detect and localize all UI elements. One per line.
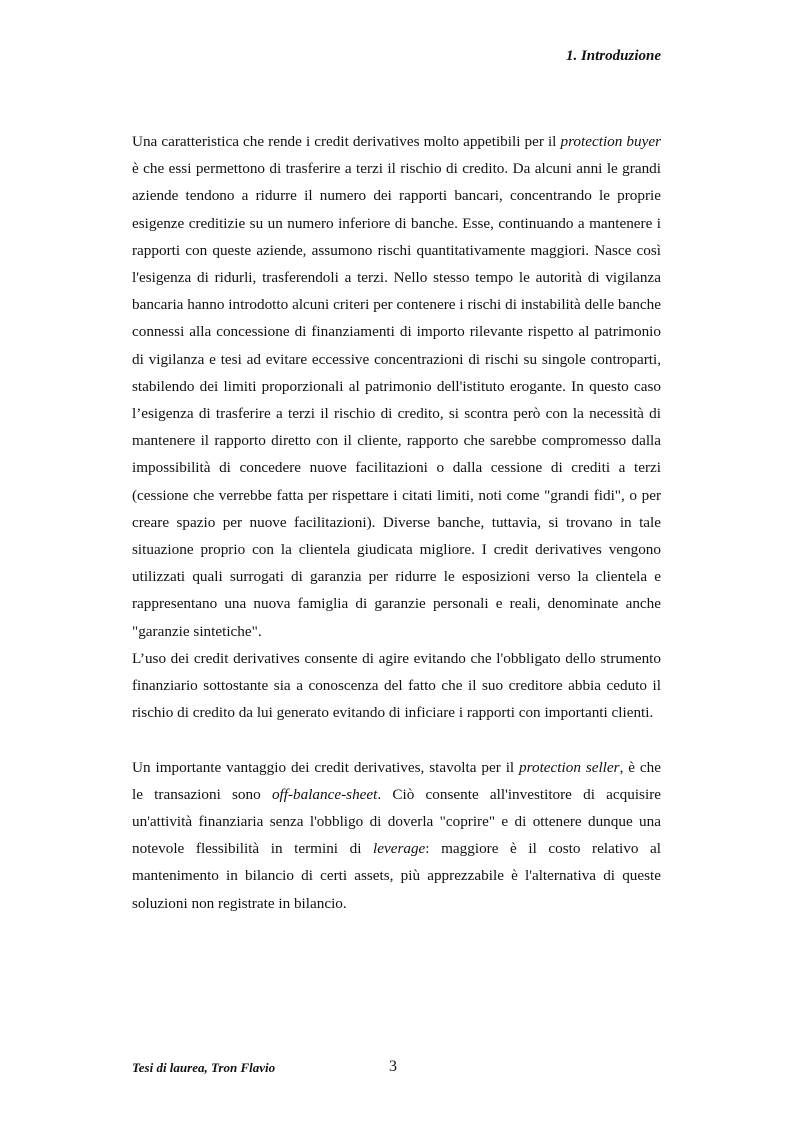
page-number: 3	[389, 1058, 397, 1075]
footer-author: Tesi di laurea, Tron Flavio	[132, 1060, 276, 1075]
paragraph-3	[132, 754, 661, 917]
paragraph-1-text-a: Una caratteristica che rende i credit derivatives molto appetibili per il	[132, 133, 561, 150]
term-protection-seller: protection seller	[519, 758, 620, 776]
paragraph-3-text-d: : maggiore è il costo relativo al mantenimento in bilancio di certi assets, più apprezzabile è l'alternativa di queste soluzioni non registrate in bilancio.	[132, 840, 661, 912]
running-header-chapter: 1. Introduzione	[565, 48, 661, 64]
term-off-balance-sheet: off-balance-sheet	[271, 785, 378, 803]
paragraph-3-text-b: , è che le transazioni sono	[132, 758, 661, 803]
body-text	[132, 128, 661, 917]
term-leverage: leverage	[373, 840, 426, 858]
term-protection-buyer: protection buyer	[560, 133, 661, 150]
paragraph-1	[132, 128, 661, 645]
paragraph-1-text-b: è che essi permettono di trasferire a terzi il rischio di credito. Da alcuni anni le grandi aziende tendono a ridurre il numero dei rapporti bancari, concentrando le proprie esigenze creditizie su un numero inferiore di banche. Esse, continuando a mantenere i rapporti con queste aziende, assumono rischi quantitativamente maggiori. Nasce così l'esigenza di ridurli, trasferendoli a terzi. Nello stesso tempo le autorità di vigilanza bancaria hanno introdotto alcuni criteri per contenere i rischi di instabilità delle banche connessi alla concessione di finanziamenti di importo rilevante rispetto al patrimonio di vigilanza e tesi ad evitare eccessive concentrazioni di rischi su singole controparti, stabilendo dei limiti proporzionali al patrimonio dell'istituto erogante. In questo caso l’esigenza di trasferire a terzi il rischio di credito, si scontra però con la necessità di mantenere il rapporto diretto con il cliente, rapporto che sarebbe compromesso dalla impossibilità di concedere nuove facilitazioni o dalla cessione di crediti a terzi (cessione che verrebbe fatta per rispettare i citati limiti, noti come "grandi fidi", o per creare spazio per nuove facilitazioni). Diverse banche, tuttavia, si trovano in tale situazione proprio con la clientela giudicata migliore. I credit derivatives vengono utilizzati quali surrogati di garanzia per ridurre le esposizioni verso la clientela e rappresentano una nuova famiglia di garanzie personali e reali, denominate anche "garanzie sintetiche".	[132, 160, 661, 640]
paragraph-3-text-c: . Ciò consente all'investitore di acquisire un'attività finanziaria senza l'obbligo di doverla "coprire" e di ottenere dunque una notevole flessibilità in termini di	[132, 785, 661, 858]
paragraph-3-text-a: Un importante vantaggio dei credit derivatives, stavolta per il	[132, 758, 520, 776]
paragraph-2: L’uso dei credit derivatives consente di agire evitando che l'obbligato dello strumento finanziario sottostante sia a conoscenza del fatto che il suo creditore abbia ceduto il rischio di credito da lui generato evitando di inficiare i rapporti con importanti clienti.	[132, 649, 661, 722]
